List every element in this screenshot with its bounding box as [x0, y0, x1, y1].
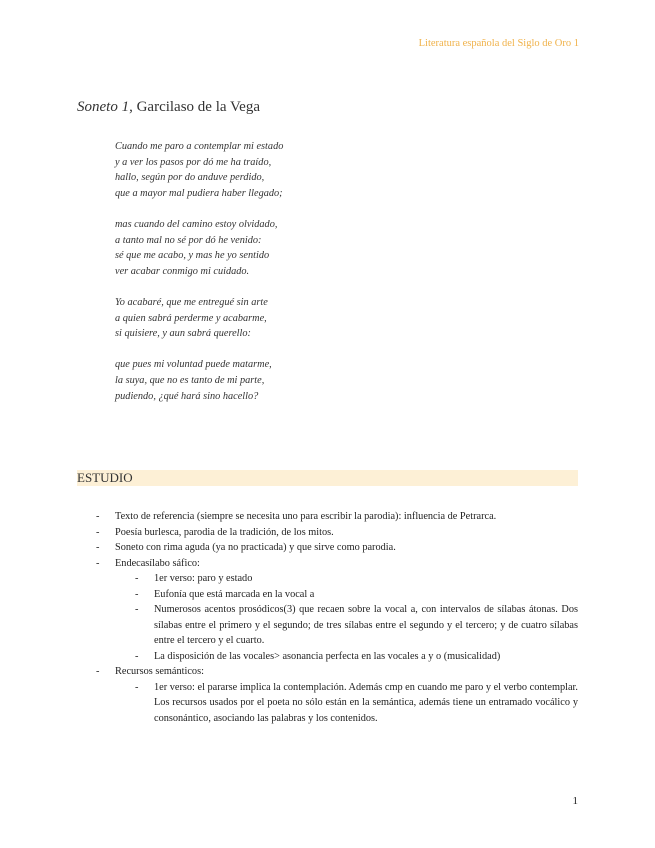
- verse: y a ver los pasos por dó me ha traído,: [115, 156, 272, 168]
- bullet-dash: -: [135, 650, 139, 662]
- verse: hallo, según por do anduve perdido,: [115, 172, 265, 184]
- verse: sé que me acabo, y mas he yo sentido: [115, 250, 270, 262]
- verse: a quien sabrá perderme y acabarme,: [115, 312, 267, 324]
- verse: que a mayor mal pudiera haber llegado;: [115, 187, 283, 199]
- sub-list-item: [77, 680, 578, 727]
- list-item: [77, 525, 578, 541]
- poem-title: [77, 99, 260, 116]
- sub-list-item-text: Eufonía que está marcada en la vocal a: [154, 588, 315, 600]
- bullet-dash: -: [96, 542, 100, 553]
- list-item: [77, 540, 578, 556]
- verse: mas cuando del camino estoy olvidado,: [115, 218, 278, 230]
- list-item-text: Endecasílabo sáfico:: [115, 557, 200, 569]
- bullet-dash: -: [96, 666, 100, 677]
- stanza-1: [115, 139, 283, 201]
- study-list: [77, 509, 578, 726]
- list-item: [77, 509, 578, 525]
- bullet-dash: -: [135, 681, 139, 693]
- sub-list-item: [77, 602, 578, 649]
- bullet-dash: -: [135, 604, 139, 615]
- verse: a tanto mal no sé por dó he venido:: [115, 234, 262, 246]
- sub-list-item: [77, 649, 578, 665]
- running-header: Literatura española del Siglo de Oro 1: [418, 38, 579, 49]
- sub-list-item: [77, 571, 578, 587]
- verse: pudiendo, ¿qué hará sino hacello?: [115, 390, 259, 402]
- bullet-dash: -: [135, 573, 139, 584]
- verse: Yo acabaré, que me entregué sin arte: [115, 296, 268, 308]
- list-item: [77, 556, 578, 572]
- page-number: 1: [572, 795, 578, 807]
- sub-list-item-text: La disposición de las vocales> asonancia perfecta en las vocales a y o (musicalidad): [154, 650, 501, 662]
- sub-list-item: [77, 587, 578, 603]
- stanza-4: [115, 357, 283, 404]
- verse: Cuando me paro a contemplar mi estado: [115, 141, 284, 152]
- poem-title-italic: Soneto 1: [77, 99, 130, 115]
- verse: la suya, que no es tanto de mi parte,: [115, 374, 265, 386]
- list-item-text: Texto de referencia (siempre se necesita uno para escribir la parodia): influencia de Petrarca.: [115, 511, 497, 522]
- list-item-text: Recursos semánticos:: [115, 666, 204, 677]
- section-heading-estudio: ESTUDIO: [77, 470, 578, 486]
- verse: ver acabar conmigo mi cuidado.: [115, 265, 250, 277]
- bullet-dash: -: [96, 511, 100, 522]
- list-item-text: Poesía burlesca, parodia de la tradición, de los mitos.: [115, 526, 334, 538]
- verse: si quisiere, y aun sabrá querello:: [115, 328, 251, 340]
- verse: que pues mi voluntad puede matarme,: [115, 359, 272, 371]
- sub-list-item-text: 1er verso: paro y estado: [154, 573, 253, 584]
- poem-title-author: , Garcilaso de la Vega: [129, 99, 260, 115]
- bullet-dash: -: [96, 526, 100, 538]
- bullet-dash: -: [96, 557, 100, 569]
- poem-body: [115, 139, 283, 420]
- list-item-text: Soneto con rima aguda (ya no practicada) y que sirve como parodia.: [115, 542, 396, 553]
- stanza-3: [115, 295, 283, 342]
- sub-list-item-text: Numerosos acentos prosódicos(3) que recaen sobre la vocal a, con intervalos de sílabas átonas. Dos sílabas entre el primero y el segundo; de tres sílabas entre el segundo y el tercero; y de cuatro sílabas entre el tercero y el cuarto.: [154, 604, 578, 646]
- list-item: [77, 664, 578, 680]
- sub-list-item-text: 1er verso: el pararse implica la contemplación. Además cmp en cuando me paro y el verbo contemplar. Los recursos usados por el poeta no sólo están en la semántica, además tiene un entramado vocálico y consonántico, asociando las palabras y los contenidos.: [154, 681, 578, 724]
- stanza-2: [115, 217, 283, 279]
- bullet-dash: -: [135, 588, 139, 600]
